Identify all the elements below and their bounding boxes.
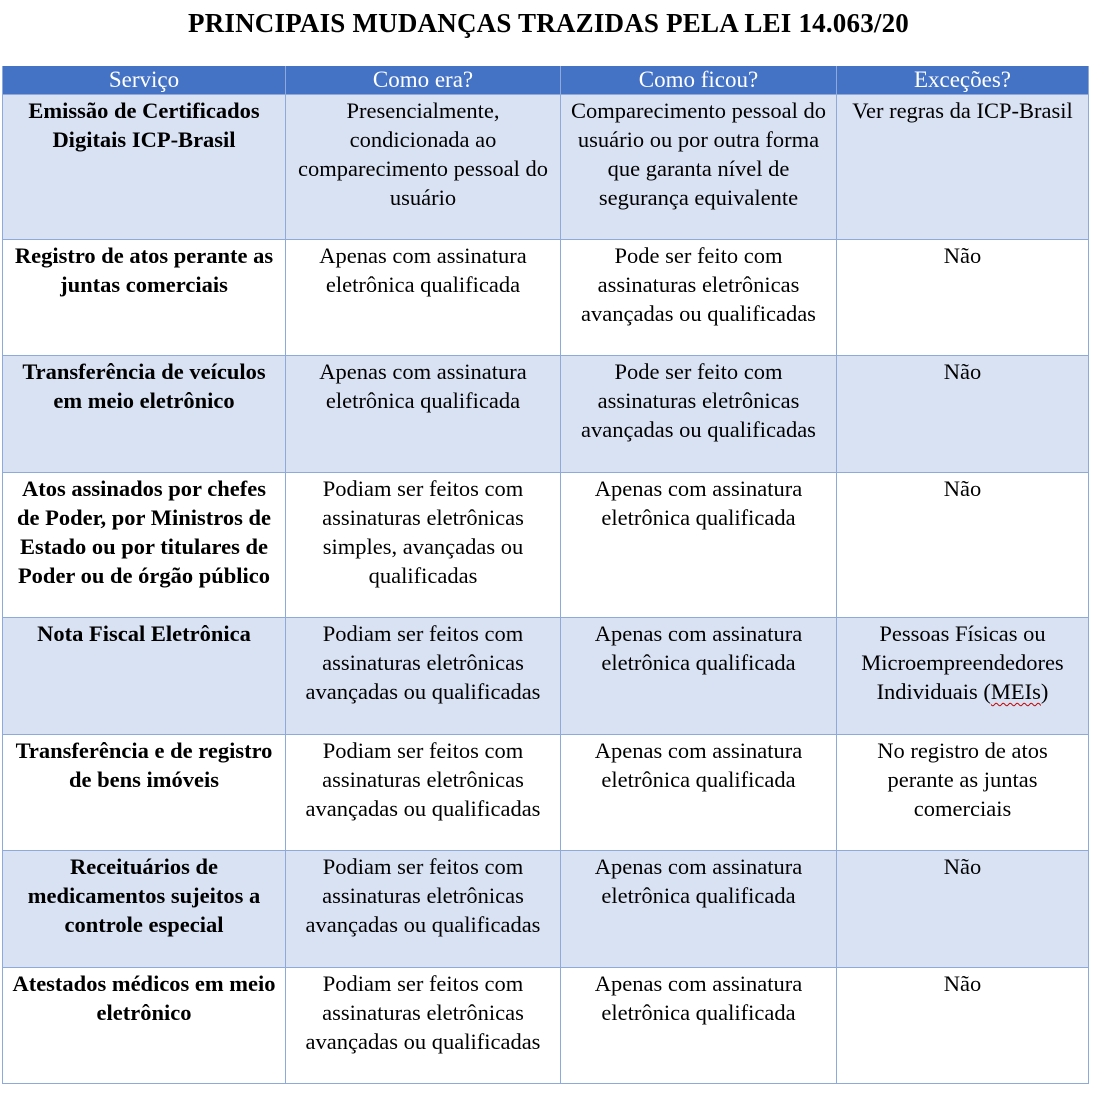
table-row — [3, 473, 1089, 618]
cell-como-era: Podiam ser feitos com assinaturas eletrônicas avançadas ou qualificadas — [286, 851, 561, 968]
cell-como-ficou: Pode ser feito com assinaturas eletrônicas avançadas ou qualificadas — [561, 356, 837, 473]
cell-excecoes: Não — [837, 851, 1089, 968]
table-row — [3, 240, 1089, 356]
cell-excecoes: Não — [837, 473, 1089, 618]
changes-table — [2, 66, 1089, 1084]
cell-servico: Receituários de medicamentos sujeitos a controle especial — [3, 851, 286, 968]
table-row — [3, 95, 1089, 240]
cell-como-era: Podiam ser feitos com assinaturas eletrônicas avançadas ou qualificadas — [286, 968, 561, 1084]
cell-excecoes: Não — [837, 240, 1089, 356]
table-row — [3, 618, 1089, 735]
header-servico: Serviço — [3, 66, 286, 95]
excecoes-text-end: ) — [1040, 679, 1049, 704]
cell-servico: Atos assinados por chefes de Poder, por Ministros de Estado ou por titulares de Poder ou de órgão público — [3, 473, 286, 618]
cell-como-ficou: Apenas com assinatura eletrônica qualificada — [561, 473, 837, 618]
spellcheck-flagged-word: MEIs — [990, 679, 1041, 704]
cell-excecoes: Não — [837, 356, 1089, 473]
cell-servico: Transferência e de registro de bens imóveis — [3, 735, 286, 851]
header-excecoes: Exceções? — [837, 66, 1089, 95]
cell-como-ficou: Apenas com assinatura eletrônica qualificada — [561, 968, 837, 1084]
cell-como-ficou: Pode ser feito com assinaturas eletrônicas avançadas ou qualificadas — [561, 240, 837, 356]
cell-como-era: Apenas com assinatura eletrônica qualificada — [286, 356, 561, 473]
cell-como-era: Podiam ser feitos com assinaturas eletrônicas simples, avançadas ou qualificadas — [286, 473, 561, 618]
document-title: PRINCIPAIS MUDANÇAS TRAZIDAS PELA LEI 14.063/20 — [188, 8, 909, 38]
cell-servico: Atestados médicos em meio eletrônico — [3, 968, 286, 1084]
cell-como-ficou: Apenas com assinatura eletrônica qualificada — [561, 735, 837, 851]
header-como-era: Como era? — [286, 66, 561, 95]
cell-servico: Transferência de veículos em meio eletrônico — [3, 356, 286, 473]
header-como-ficou: Como ficou? — [561, 66, 837, 95]
excecoes-text: Pessoas Físicas ou Microempreendedores Individuais ( — [861, 621, 1064, 704]
table-row — [3, 356, 1089, 473]
cell-servico: Emissão de Certificados Digitais ICP-Brasil — [3, 95, 286, 240]
cell-servico: Nota Fiscal Eletrônica — [3, 618, 286, 735]
cell-excecoes: Ver regras da ICP-Brasil — [837, 95, 1089, 240]
cell-como-era: Podiam ser feitos com assinaturas eletrônicas avançadas ou qualificadas — [286, 735, 561, 851]
cell-como-era: Apenas com assinatura eletrônica qualificada — [286, 240, 561, 356]
table-row — [3, 735, 1089, 851]
cell-excecoes: No registro de atos perante as juntas comerciais — [837, 735, 1089, 851]
table-row — [3, 851, 1089, 968]
cell-como-ficou: Apenas com assinatura eletrônica qualificada — [561, 618, 837, 735]
table-row — [3, 968, 1089, 1084]
table-header-row — [3, 66, 1089, 95]
cell-como-ficou: Apenas com assinatura eletrônica qualificada — [561, 851, 837, 968]
cell-servico: Registro de atos perante as juntas comerciais — [3, 240, 286, 356]
cell-excecoes — [837, 618, 1089, 735]
cell-excecoes: Não — [837, 968, 1089, 1084]
cell-como-ficou: Comparecimento pessoal do usuário ou por outra forma que garanta nível de segurança equivalente — [561, 95, 837, 240]
cell-como-era: Podiam ser feitos com assinaturas eletrônicas avançadas ou qualificadas — [286, 618, 561, 735]
cell-como-era: Presencialmente, condicionada ao comparecimento pessoal do usuário — [286, 95, 561, 240]
